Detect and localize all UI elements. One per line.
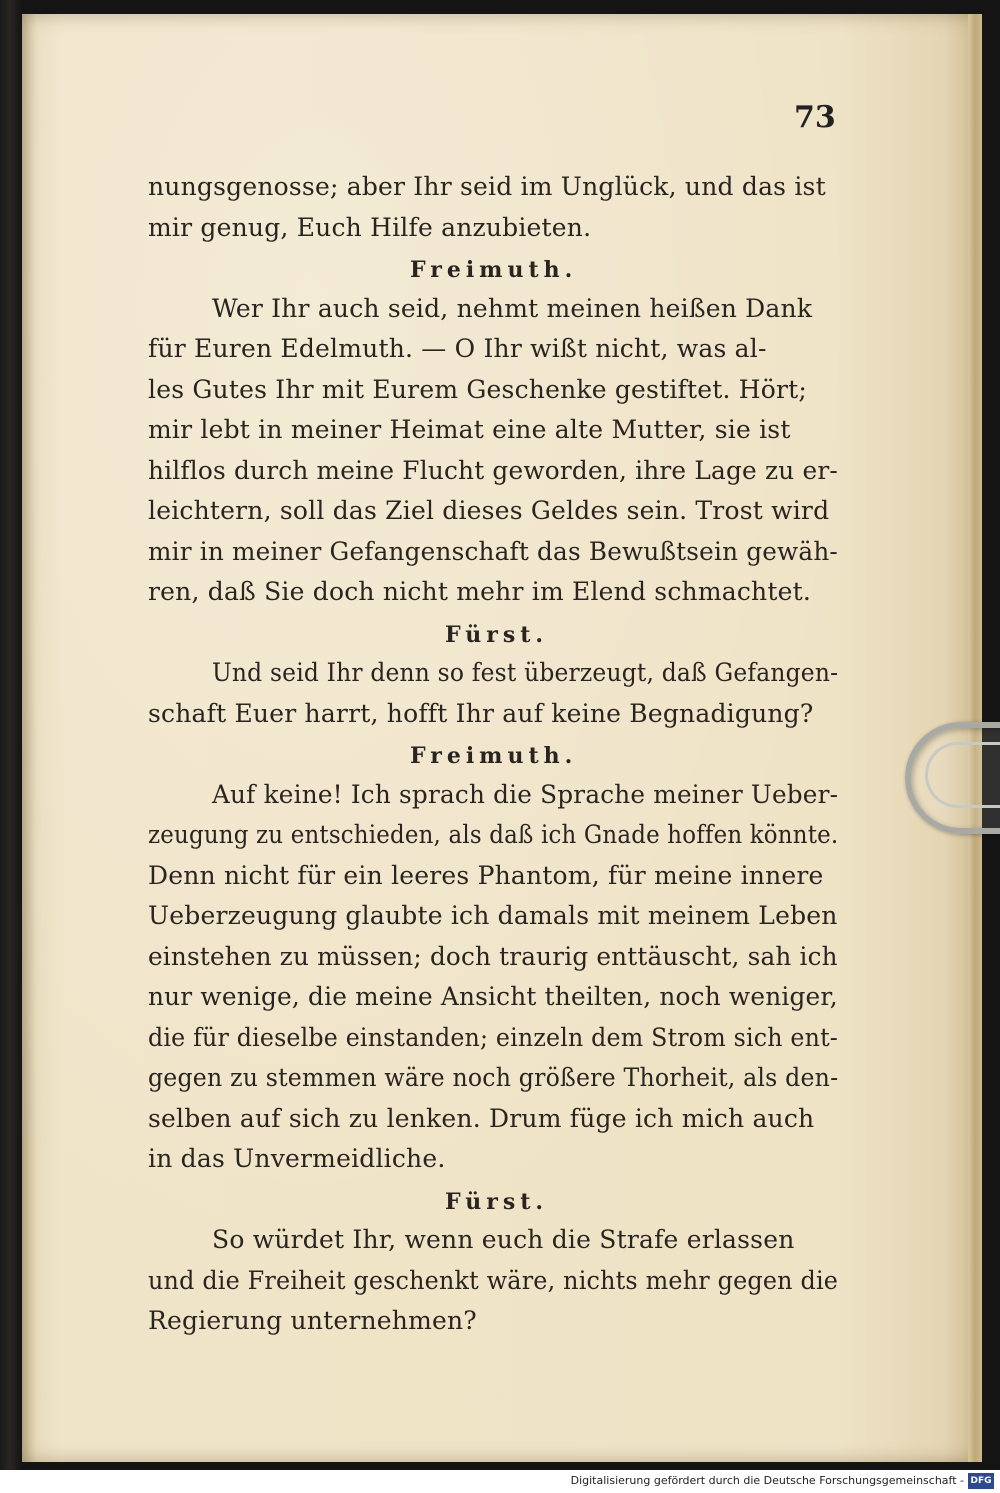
text-line: gegen zu stemmen wäre noch größere Thorheit, als den- <box>148 1063 839 1092</box>
text-line: die für dieselbe einstanden; einzeln dem Strom sich ent- <box>148 1022 838 1052</box>
page-number: 73 <box>794 100 836 135</box>
text-line: zeugung zu entschieden, als daß ich Gnade hoffen könnte. <box>148 820 839 849</box>
text-line: mir in meiner Gefangenschaft das Bewußtsein gewäh- <box>148 536 838 566</box>
text-line: Wer Ihr auch seid, nehmt meinen heißen Dank <box>212 293 813 323</box>
text-line: mir lebt in meiner Heimat eine alte Mutter, sie ist <box>148 415 791 444</box>
dfg-logo: DFG <box>968 1473 994 1489</box>
text-line: hilflos durch meine Flucht geworden, ihre Lage zu er- <box>148 455 838 485</box>
paper-clip-inner <box>925 742 1000 808</box>
text-line: Regierung unternehmen? <box>148 1306 477 1335</box>
speaker-name: Fürst. <box>445 621 549 648</box>
text-line: mir genug, Euch Hilfe anzubieten. <box>148 212 592 242</box>
text-line: einstehen zu müssen; doch traurig enttäuscht, sah ich <box>148 941 838 971</box>
speaker-name: Freimuth. <box>410 743 578 769</box>
text-line: Auf keine! Ich sprach die Sprache meiner Ueber- <box>212 779 839 809</box>
text-line: Denn nicht für ein leeres Phantom, für meine innere <box>148 860 824 890</box>
text-line: Ueberzeugung glaubte ich damals mit meinem Leben <box>148 901 838 930</box>
text-line: So würdet Ihr, wenn euch die Strafe erlassen <box>212 1225 795 1254</box>
text-line: les Gutes Ihr mit Eurem Geschenke gestiftet. Hört; <box>148 374 808 404</box>
text-line: selben auf sich zu lenken. Drum füge ich mich auch <box>148 1103 815 1133</box>
text-line: nungsgenosse; aber Ihr seid im Unglück, und das ist <box>148 172 826 201</box>
speaker-name: Freimuth. <box>410 257 578 283</box>
text-line: ren, daß Sie doch nicht mehr im Elend schmachtet. <box>148 577 811 606</box>
footer-credit: Digitalisierung gefördert durch die Deutsche Forschungsgemeinschaft - <box>570 1474 964 1487</box>
text-line: Und seid Ihr denn so fest überzeugt, daß Gefangen- <box>212 658 839 687</box>
text-line: leichtern, soll das Ziel dieses Geldes sein. Trost wird <box>148 496 830 525</box>
text-line: für Euren Edelmuth. — O Ihr wißt nicht, was al- <box>148 334 767 363</box>
text-line: in das Unvermeidliche. <box>148 1144 446 1173</box>
speaker-name: Fürst. <box>445 1188 549 1215</box>
text-line: und die Freiheit geschenkt wäre, nichts mehr gegen die <box>148 1265 839 1295</box>
text-line: schaft Euer harrt, hofft Ihr auf keine Begnadigung? <box>148 698 814 728</box>
footer-bar <box>0 1470 1000 1493</box>
text-line: nur wenige, die meine Ansicht theilten, noch weniger, <box>148 982 838 1011</box>
